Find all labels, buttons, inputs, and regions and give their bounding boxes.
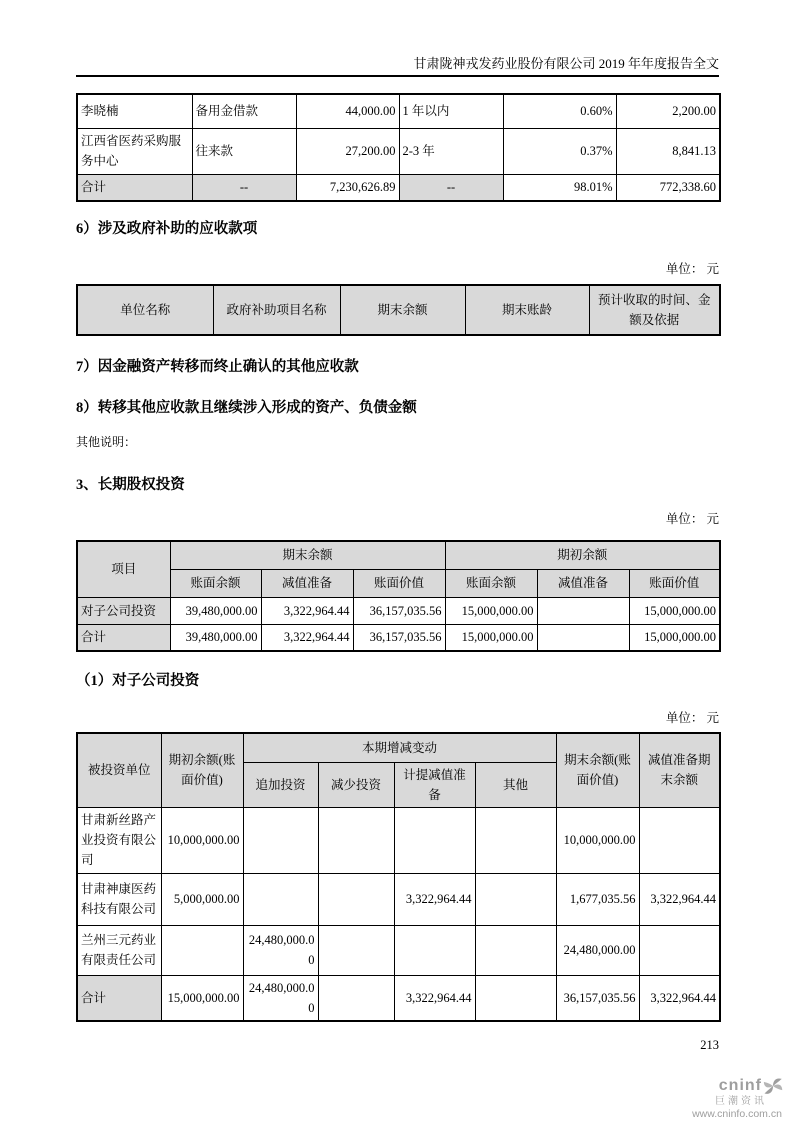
section-heading-3: 3、长期股权投资 — [76, 477, 185, 493]
column-header: 项目 — [77, 541, 170, 597]
bad-debt-cell: 772,338.60 — [616, 174, 720, 201]
column-header: 政府补助项目名称 — [213, 285, 340, 335]
column-header: 期末余额(账面价值) — [556, 733, 639, 807]
bad-debt-cell: 2,200.00 — [616, 94, 720, 128]
ratio-cell: 0.60% — [503, 94, 616, 128]
value-cell: 15,000,000.00 — [445, 624, 537, 651]
column-group-header: 期初余额 — [445, 541, 720, 569]
table-row — [77, 873, 720, 925]
value-cell — [639, 807, 720, 873]
subsidiary-investment-table — [76, 732, 721, 1022]
value-cell — [475, 873, 556, 925]
value-cell — [475, 925, 556, 975]
cninfo-logo — [687, 1076, 787, 1121]
total-row — [77, 624, 720, 651]
cninfo-logo-chinese: 巨潮资讯 — [715, 1096, 767, 1107]
column-header: 期初余额(账面价值) — [161, 733, 243, 807]
total-row — [77, 174, 720, 201]
ratio-cell: 0.37% — [503, 128, 616, 174]
total-row — [77, 975, 720, 1021]
total-label-cell: 合计 — [77, 975, 161, 1021]
unit-label: 单位： 元 — [665, 262, 719, 276]
header-rule — [76, 75, 719, 77]
header-row — [77, 733, 720, 762]
row-label-cell: 对子公司投资 — [77, 597, 170, 624]
value-cell: 10,000,000.00 — [556, 807, 639, 873]
column-header: 其他 — [475, 762, 556, 807]
other-note: 其他说明： — [76, 435, 137, 449]
value-cell — [475, 807, 556, 873]
unit-label: 单位： 元 — [665, 512, 719, 526]
lt-equity-table — [76, 540, 721, 652]
balance-cell: 27,200.00 — [296, 128, 399, 174]
balance-cell: 44,000.00 — [296, 94, 399, 128]
value-cell: 15,000,000.00 — [629, 597, 720, 624]
value-cell: 3,322,964.44 — [639, 975, 720, 1021]
total-label-cell: 合计 — [77, 624, 170, 651]
total-label-cell: 合计 — [77, 174, 192, 201]
ratio-cell: 98.01% — [503, 174, 616, 201]
section-heading-6: 6）涉及政府补助的应收款项 — [76, 221, 258, 237]
column-group-header: 期末余额 — [170, 541, 445, 569]
aging-cell: -- — [399, 174, 503, 201]
value-cell — [243, 807, 318, 873]
section-heading-3-1: （1）对子公司投资 — [76, 673, 200, 689]
value-cell: 3,322,964.44 — [394, 975, 475, 1021]
header-row — [77, 541, 720, 569]
aging-cell: 1 年以内 — [399, 94, 503, 128]
cninfo-logo-text: cninf — [718, 1077, 762, 1094]
value-cell: 3,322,964.44 — [261, 624, 353, 651]
column-header: 追加投资 — [243, 762, 318, 807]
nature-cell: -- — [192, 174, 296, 201]
value-cell — [394, 925, 475, 975]
column-header: 被投资单位 — [77, 733, 161, 807]
entity-name-cell: 李晓楠 — [77, 94, 192, 128]
value-cell: 5,000,000.00 — [161, 873, 243, 925]
column-header: 减少投资 — [318, 762, 394, 807]
value-cell — [537, 624, 629, 651]
table-row — [77, 128, 720, 174]
value-cell: 36,157,035.56 — [353, 597, 445, 624]
nature-cell: 往来款 — [192, 128, 296, 174]
unit-label: 单位： 元 — [665, 711, 719, 725]
gov-subsidy-table — [76, 284, 721, 336]
investee-name-cell: 甘肃神康医药科技有限公司 — [77, 873, 161, 925]
entity-name-cell: 江西省医药采购服务中心 — [77, 128, 192, 174]
value-cell: 24,480,000.00 — [243, 925, 318, 975]
value-cell — [318, 873, 394, 925]
value-cell: 24,480,000.00 — [243, 975, 318, 1021]
value-cell: 15,000,000.00 — [629, 624, 720, 651]
column-header: 预计收取的时间、金额及依据 — [589, 285, 720, 335]
value-cell — [318, 807, 394, 873]
table-row — [77, 94, 720, 128]
value-cell — [639, 925, 720, 975]
bad-debt-cell: 8,841.13 — [616, 128, 720, 174]
value-cell — [318, 975, 394, 1021]
table-row — [77, 925, 720, 975]
column-header: 账面余额 — [445, 569, 537, 597]
header-row — [77, 569, 720, 597]
column-header: 单位名称 — [77, 285, 213, 335]
page-number: 213 — [700, 1038, 719, 1052]
cninfo-logo-url: www.cninfo.com.cn — [692, 1108, 782, 1120]
value-cell — [537, 597, 629, 624]
value-cell: 39,480,000.00 — [170, 624, 261, 651]
section-heading-7: 7）因金融资产转移而终止确认的其他应收款 — [76, 359, 359, 375]
balance-cell: 7,230,626.89 — [296, 174, 399, 201]
value-cell — [161, 925, 243, 975]
value-cell: 36,157,035.56 — [556, 975, 639, 1021]
value-cell: 36,157,035.56 — [353, 624, 445, 651]
column-header: 期末余额 — [340, 285, 465, 335]
header-row — [77, 285, 720, 335]
cninfo-swirl-icon — [763, 1076, 783, 1096]
investee-name-cell: 兰州三元药业有限责任公司 — [77, 925, 161, 975]
value-cell: 15,000,000.00 — [445, 597, 537, 624]
nature-cell: 备用金借款 — [192, 94, 296, 128]
table-row — [77, 807, 720, 873]
column-header: 期末账龄 — [465, 285, 589, 335]
column-group-header: 本期增减变动 — [243, 733, 556, 762]
column-header: 减值准备 — [537, 569, 629, 597]
column-header: 计提减值准备 — [394, 762, 475, 807]
section-heading-8: 8）转移其他应收款且继续涉入形成的资产、负债金额 — [76, 400, 417, 416]
aging-cell: 2-3 年 — [399, 128, 503, 174]
doc-header — [76, 0, 719, 72]
value-cell: 10,000,000.00 — [161, 807, 243, 873]
doc-header-title: 甘肃陇神戎发药业股份有限公司 2019 年年度报告全文 — [413, 56, 719, 71]
value-cell: 24,480,000.00 — [556, 925, 639, 975]
value-cell: 1,677,035.56 — [556, 873, 639, 925]
value-cell: 3,322,964.44 — [261, 597, 353, 624]
investee-name-cell: 甘肃新丝路产业投资有限公司 — [77, 807, 161, 873]
value-cell: 3,322,964.44 — [639, 873, 720, 925]
table-row — [77, 597, 720, 624]
value-cell — [243, 873, 318, 925]
column-header: 减值准备 — [261, 569, 353, 597]
value-cell: 39,480,000.00 — [170, 597, 261, 624]
value-cell: 3,322,964.44 — [394, 873, 475, 925]
value-cell: 15,000,000.00 — [161, 975, 243, 1021]
column-header: 账面价值 — [353, 569, 445, 597]
value-cell — [394, 807, 475, 873]
value-cell — [475, 975, 556, 1021]
cninfo-logo-row — [687, 1076, 787, 1096]
column-header: 账面价值 — [629, 569, 720, 597]
column-header: 减值准备期末余额 — [639, 733, 720, 807]
receivables-table — [76, 93, 721, 202]
value-cell — [318, 925, 394, 975]
column-header: 账面余额 — [170, 569, 261, 597]
